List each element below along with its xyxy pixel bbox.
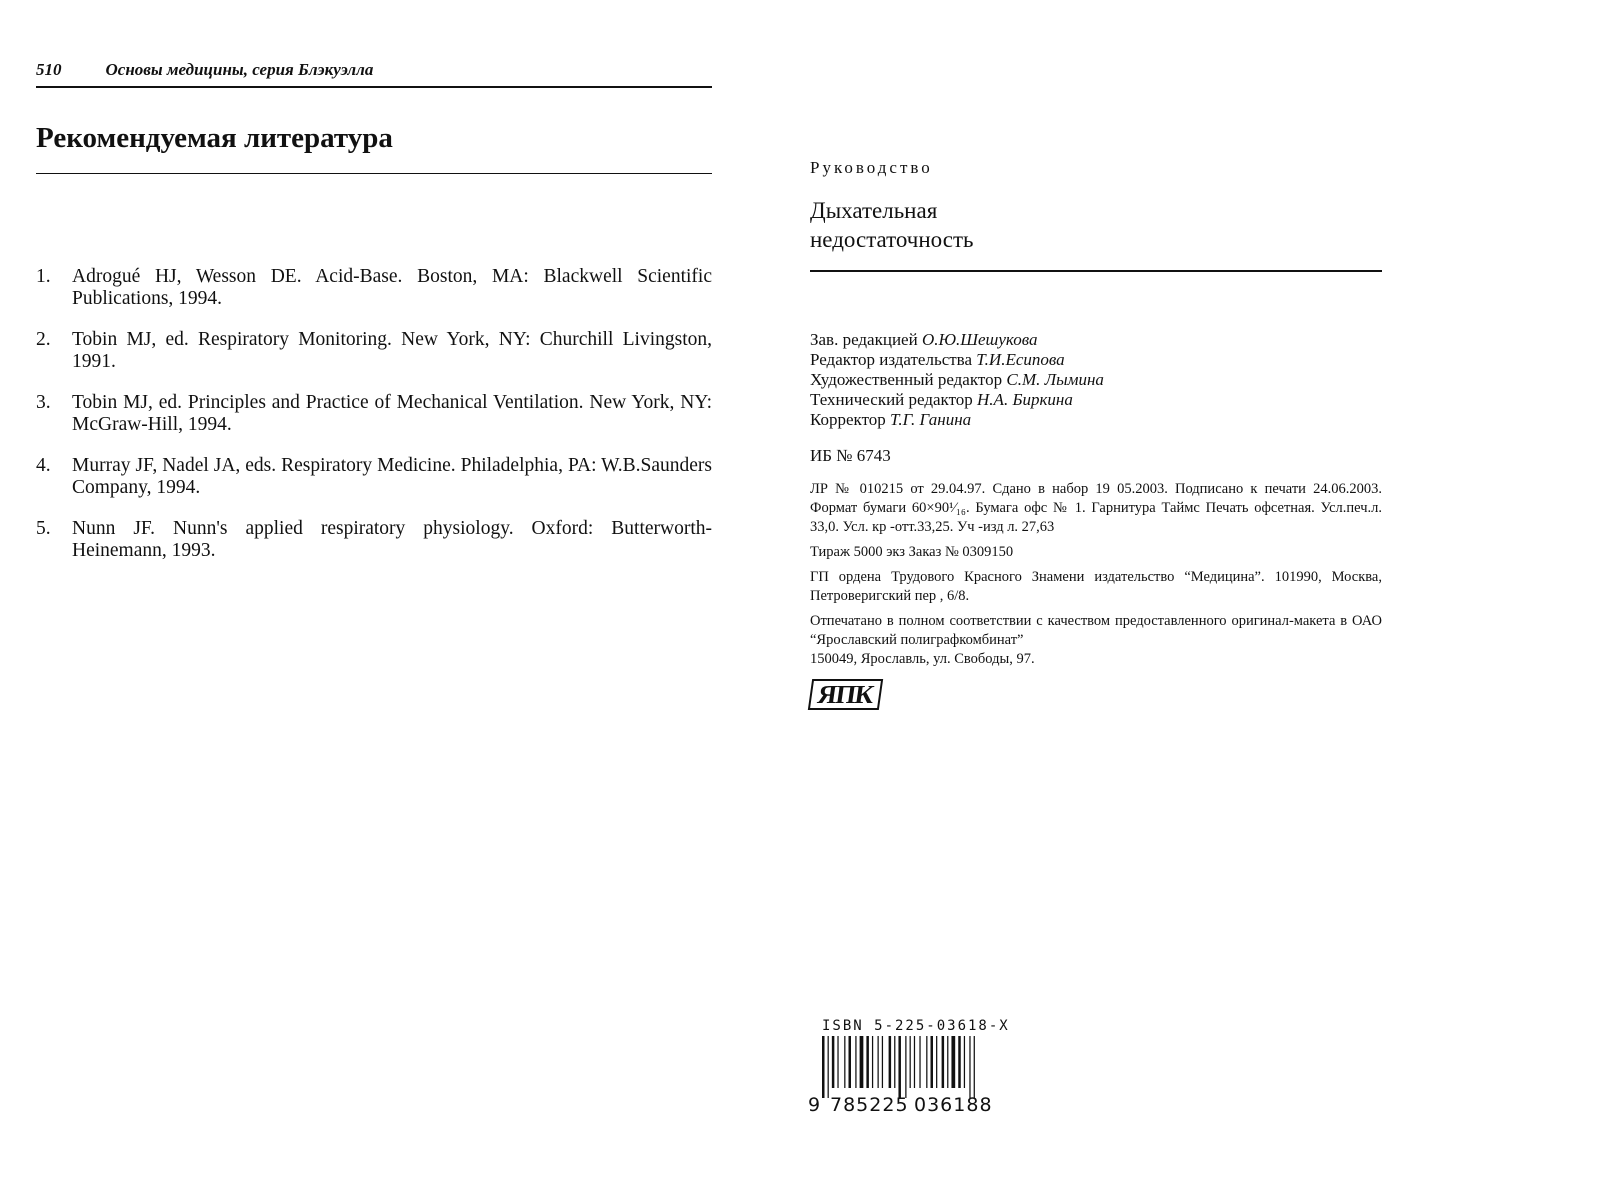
ean-digits (808, 1094, 1028, 1116)
printer-logo: ЯПК (808, 679, 883, 710)
reference-text: Nunn JF. Nunn's applied respiratory physiology. Oxford: Butterworth-Heinemann, 1993. (72, 518, 712, 561)
reference-text: Adrogué HJ, Wesson DE. Acid-Base. Boston, MA: Blackwell Scientific Publications, 1994. (72, 266, 712, 309)
reference-number: 1. (36, 266, 51, 287)
isbn-barcode (808, 1018, 1028, 1116)
reference-number: 2. (36, 329, 51, 350)
ean-left-group: 785225 (830, 1094, 909, 1116)
barcode-bar (828, 1036, 829, 1098)
imprint-printer: Отпечатано в полном соответствии с качеством предоставленного оригинал-макета в ОАО “Ярославский полиграфкомбинат” (810, 613, 1382, 648)
staff-role: Редактор издательства (810, 350, 973, 369)
reference-item (36, 266, 712, 310)
running-title: Основы медицины, серия Блэкуэлла (105, 60, 374, 79)
reference-number: 3. (36, 392, 51, 413)
reference-number: 5. (36, 518, 51, 539)
staff-name: Т.Г. Ганина (890, 410, 972, 429)
barcode-bar (942, 1036, 945, 1088)
barcode-bar (894, 1036, 895, 1088)
barcode-bar (822, 1036, 825, 1098)
barcode-bar (844, 1036, 845, 1088)
staff-role: Технический редактор (810, 390, 973, 409)
barcode-bar (958, 1036, 961, 1088)
ib-number: ИБ № 6743 (810, 446, 891, 465)
imprint-block (810, 480, 1382, 669)
barcode-bar (910, 1036, 911, 1088)
isbn-label: ISBN 5-225-03618-X (822, 1018, 1010, 1034)
barcode-bar (914, 1036, 915, 1088)
staff-line (810, 330, 1382, 350)
staff-name: О.Ю.Шешукова (921, 330, 1038, 349)
reference-item (36, 518, 712, 562)
reference-text: Murray JF, Nadel JA, eds. Respiratory Medicine. Philadelphia, PA: W.B.Saunders Company, 1994. (72, 455, 712, 498)
barcode-bar (889, 1036, 892, 1088)
barcode-bar (926, 1036, 927, 1088)
reference-item (36, 392, 712, 436)
staff-role: Зав. редакцией (810, 330, 918, 349)
barcode-bar (866, 1036, 869, 1088)
barcode-bar (855, 1036, 856, 1088)
staff-role: Художественный редактор (810, 370, 1003, 389)
book-title-line: Дыхательная (810, 198, 938, 223)
left-page (36, 60, 712, 581)
barcode-bar (849, 1036, 852, 1088)
reference-item (36, 329, 712, 373)
staff-name: Н.А. Биркина (977, 390, 1073, 409)
staff-name: Т.И.Есипова (976, 350, 1065, 369)
barcode-bar (951, 1036, 955, 1088)
barcode-bar (882, 1036, 883, 1088)
staff-line (810, 370, 1382, 390)
staff-name: С.М. Лымина (1006, 370, 1104, 389)
imprint-printer-address: 150049, Ярославль, ул. Свободы, 97. (810, 651, 1035, 667)
barcode-bar (974, 1036, 975, 1098)
barcode-bar (837, 1036, 838, 1088)
book-title-line: недостаточность (810, 227, 974, 252)
imprint-license: ЛР № 010215 от 29.04.97. Сдано в набор 19 05.2003. Подписано к печати 24.06.2003. Формат бумаги 60×90¹⁄₁₆. Бумага офс № 1. Гарнитура Таймс Печать офсетная. Усл.печ.л. 33,0. Усл. кр -отт.33,25. Уч -изд л. 27,63 (810, 481, 1382, 535)
reference-text: Tobin MJ, ed. Principles and Practice of Mechanical Ventilation. New York, NY: McGraw-Hill, 1994. (72, 392, 712, 435)
barcode-bar (931, 1036, 934, 1088)
barcode-bar (898, 1036, 901, 1098)
barcode-bar (936, 1036, 937, 1088)
staff-line (810, 350, 1382, 370)
running-head (36, 60, 712, 88)
barcode-icon (808, 1036, 1008, 1098)
staff-line (810, 410, 1382, 430)
ean-right-group: 036188 (914, 1094, 993, 1116)
reference-item (36, 455, 712, 499)
imprint-publisher: ГП ордена Трудового Красного Знамени издательство “Медицина”. 101990, Москва, Петроверигский пер , 6/8. (810, 569, 1382, 604)
staff-role: Корректор (810, 410, 886, 429)
section-title: Рекомендуемая литература (36, 122, 712, 174)
barcode-bar (860, 1036, 864, 1088)
genre-label: Руководство (810, 158, 933, 177)
barcode-bar (878, 1036, 879, 1088)
editorial-staff (810, 330, 1382, 430)
barcode-bar (905, 1036, 906, 1098)
barcode-bar (872, 1036, 873, 1088)
right-page (810, 158, 1382, 710)
barcode-bar (964, 1036, 965, 1088)
staff-line (810, 390, 1382, 410)
book-title (810, 196, 1382, 272)
barcode-bar (947, 1036, 948, 1088)
reference-number: 4. (36, 455, 51, 476)
barcode-bar (832, 1036, 835, 1088)
ean-first-digit: 9 (808, 1094, 822, 1116)
imprint-print-run: Тираж 5000 экз Заказ № 0309150 (810, 544, 1014, 560)
reference-text: Tobin MJ, ed. Respiratory Monitoring. New York, NY: Churchill Livingston, 1991. (72, 329, 712, 372)
barcode-bar (969, 1036, 970, 1098)
reference-list (36, 266, 712, 562)
barcode-bar (919, 1036, 920, 1088)
page-number: 510 (36, 60, 62, 79)
